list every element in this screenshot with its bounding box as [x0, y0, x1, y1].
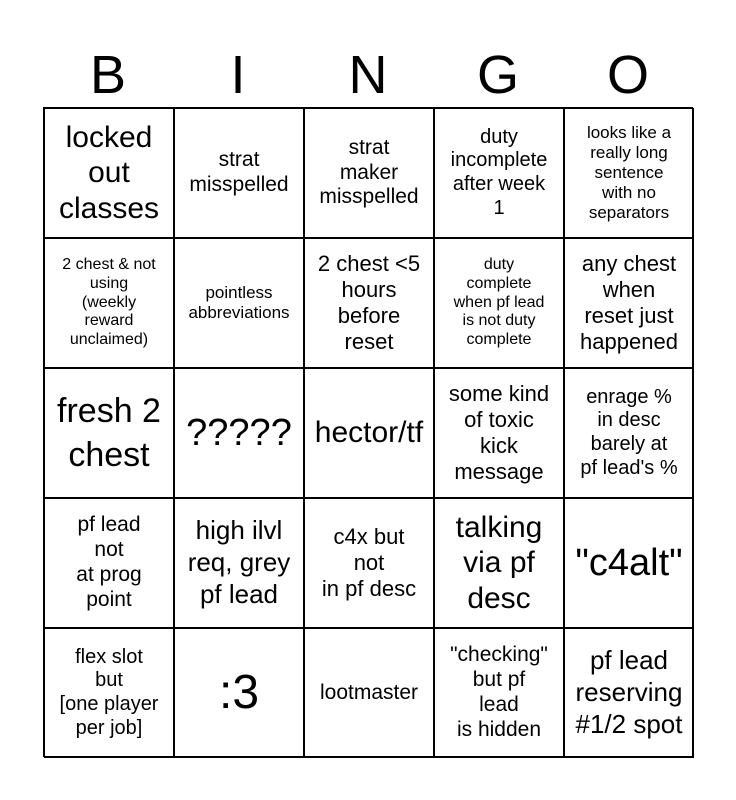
bingo-cell[interactable]: duty incomplete after week 1: [434, 108, 564, 238]
header-letter-b: B: [89, 45, 127, 105]
bingo-cell[interactable]: c4x but not in pf desc: [304, 498, 434, 628]
bingo-cell[interactable]: some kind of toxic kick message: [434, 368, 564, 498]
bingo-cell[interactable]: "c4alt": [564, 498, 694, 628]
bingo-cell[interactable]: lootmaster: [304, 628, 434, 758]
bingo-cell[interactable]: hector/tf: [304, 368, 434, 498]
bingo-cell[interactable]: enrage % in desc barely at pf lead's %: [564, 368, 694, 498]
bingo-cell[interactable]: any chest when reset just happened: [564, 238, 694, 368]
header-letter-g: G: [476, 45, 519, 105]
bingo-cell[interactable]: ?????: [174, 368, 304, 498]
bingo-board: [43, 107, 693, 757]
bingo-cell[interactable]: high ilvl req, grey pf lead: [174, 498, 304, 628]
bingo-cell[interactable]: "checking" but pf lead is hidden: [434, 628, 564, 758]
header-letter-o: O: [606, 45, 649, 105]
bingo-cell[interactable]: pf lead reserving #1/2 spot: [564, 628, 694, 758]
bingo-cell[interactable]: 2 chest <5 hours before reset: [304, 238, 434, 368]
bingo-cell[interactable]: looks like a really long sentence with no separators: [564, 108, 694, 238]
bingo-cell[interactable]: fresh 2 chest: [44, 368, 174, 498]
header-letter-n: N: [348, 45, 388, 105]
bingo-header: [43, 44, 693, 106]
bingo-cell[interactable]: talking via pf desc: [434, 498, 564, 628]
bingo-cell[interactable]: locked out classes: [44, 108, 174, 238]
bingo-cell[interactable]: pointless abbreviations: [174, 238, 304, 368]
bingo-cell[interactable]: strat maker misspelled: [304, 108, 434, 238]
header-letter-i: I: [230, 45, 246, 105]
bingo-cell[interactable]: 2 chest & not using (weekly reward unclaimed): [44, 238, 174, 368]
bingo-cell[interactable]: flex slot but [one player per job]: [44, 628, 174, 758]
bingo-cell[interactable]: duty complete when pf lead is not duty complete: [434, 238, 564, 368]
bingo-cell[interactable]: pf lead not at prog point: [44, 498, 174, 628]
bingo-cell[interactable]: :3: [174, 628, 304, 758]
bingo-cell[interactable]: strat misspelled: [174, 108, 304, 238]
